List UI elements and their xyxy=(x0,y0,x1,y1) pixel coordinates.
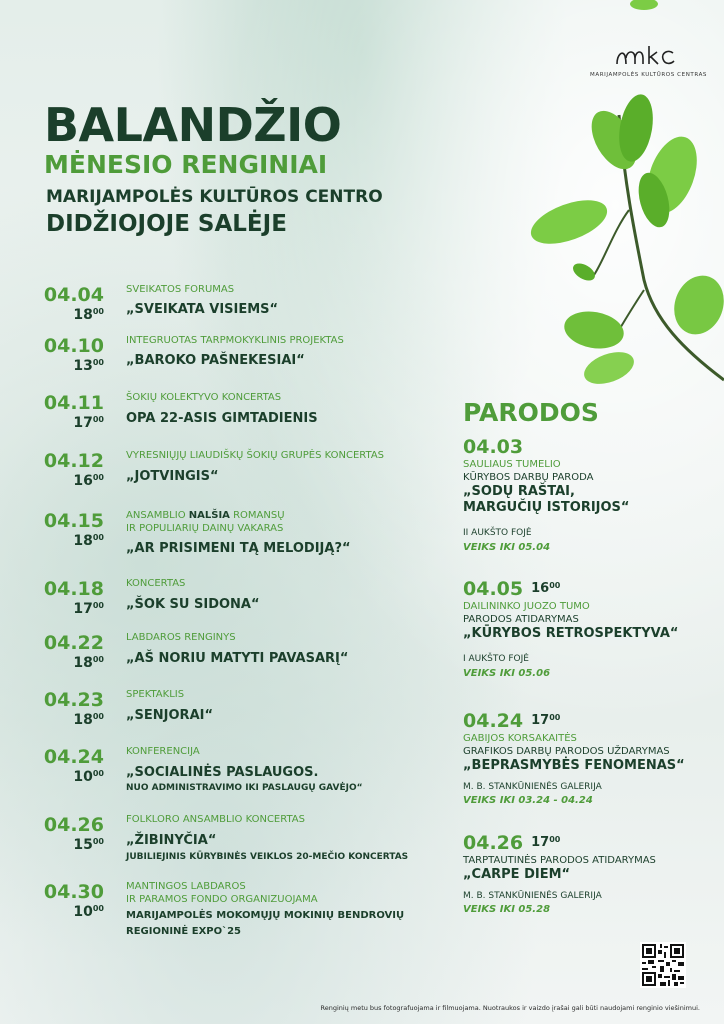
event-time: $16^{00}$ xyxy=(73,473,104,489)
exhibition-item xyxy=(463,436,713,553)
event-category-line2: IR POPULIARIŲ DAINŲ VAKARAS xyxy=(126,523,284,534)
exhibition-author: GABIJOS KORSAKAITĖS xyxy=(463,733,577,744)
event-title: „ŽIBINYČIA“ xyxy=(126,833,217,848)
exhibition-title: „SODŲ RAŠTAI, xyxy=(463,484,575,499)
event-category: ANSAMBLIO NALŠIA ROMANSŲ xyxy=(126,510,285,521)
event-date: 04.11 xyxy=(43,392,104,414)
event-time: $18^{00}$ xyxy=(73,655,104,671)
event-subtitle: NUO ADMINISTRAVIMO IKI PASLAUGŲ GAVĖJO“ xyxy=(126,783,363,793)
qr-code xyxy=(640,942,686,988)
exhibition-place: M. B. STANKŪNIENĖS GALERIJA xyxy=(463,891,602,901)
event-title: MARIJAMPOLĖS MOKOMŲJŲ MOKINIŲ BENDROVIŲ xyxy=(126,910,405,921)
event-category: SPEKTAKLIS xyxy=(126,689,185,700)
exhibition-date: 04.24 $17^{00}$ xyxy=(463,710,561,732)
event-date: 04.10 xyxy=(43,335,104,357)
event-title: „SOCIALINĖS PASLAUGOS. xyxy=(126,765,319,780)
event-subtitle: JUBILIEJINIS KŪRYBINĖS VEIKLOS 20-MEČIO KONCERTAS xyxy=(126,852,409,862)
event-date: 04.30 xyxy=(43,881,104,903)
event-title: OPA 22-ASIS GIMTADIENIS xyxy=(126,411,318,426)
venue-name: MARIJAMPOLĖS KULTŪROS CENTRO xyxy=(46,187,383,207)
event-category-line2: IR PARAMOS FONDO ORGANIZUOJAMA xyxy=(126,894,318,905)
event-time: $10^{00}$ xyxy=(73,769,104,785)
event-date: 04.24 xyxy=(43,746,104,768)
exhibition-author: SAULIAUS TUMELIO xyxy=(463,459,561,470)
event-time: $15^{00}$ xyxy=(73,837,104,853)
exhibition-kind: KŪRYBOS DARBŲ PARODA xyxy=(463,472,594,483)
event-category: MANTINGOS LABDAROS xyxy=(126,881,246,892)
event-date: 04.12 xyxy=(43,450,104,472)
event-title: „ŠOK SU SIDONA“ xyxy=(126,597,260,612)
exhibition-place: II AUKŠTO FOJĖ xyxy=(463,528,532,538)
exhibition-place: I AUKŠTO FOJĖ xyxy=(463,654,529,664)
event-title: „SVEIKATA VISIEMS“ xyxy=(126,302,279,317)
exhibition-place: M. B. STANKŪNIENĖS GALERIJA xyxy=(463,782,602,792)
event-title: „SENJORAI“ xyxy=(126,708,214,723)
event-category: SVEIKATOS FORUMAS xyxy=(126,284,235,295)
event-category: INTEGRUOTAS TARPMOKYKLINIS PROJEKTAS xyxy=(126,335,344,346)
exhibition-kind: PARODOS ATIDARYMAS xyxy=(463,614,579,625)
exhibition-until: VEIKS IKI 05.04 xyxy=(463,542,551,553)
event-title: „AR PRISIMENI TĄ MELODIJĄ?“ xyxy=(126,541,351,556)
event-time: $13^{00}$ xyxy=(73,358,104,374)
exhibition-date: 04.26 $17^{00}$ xyxy=(463,832,561,854)
event-date: 04.22 xyxy=(43,632,104,654)
venue-hall: DIDŽIOJOJE SALĖJE xyxy=(46,211,287,237)
page-title: BALANDŽIO xyxy=(44,98,342,152)
exhibition-author: DAILININKO JUOZO TUMO xyxy=(463,601,590,612)
event-category: LABDAROS RENGINYS xyxy=(126,632,236,643)
exhibition-kind: GRAFIKOS DARBŲ PARODOS UŽDARYMAS xyxy=(463,746,670,757)
event-date: 04.26 xyxy=(43,814,104,836)
event-date: 04.04 xyxy=(43,284,104,306)
exhibition-title: „BEPRASMYBĖS FENOMENAS“ xyxy=(463,758,685,773)
leaves-illustration xyxy=(524,0,724,400)
exhibition-until: VEIKS IKI 03.24 - 04.24 xyxy=(463,795,593,806)
event-title: „BAROKO PAŠNEKESIAI“ xyxy=(126,353,305,368)
event-category: VYRESNIŲJŲ LIAUDIŠKŲ ŠOKIŲ GRUPĖS KONCERTAS xyxy=(126,450,385,461)
event-time: $18^{00}$ xyxy=(73,712,104,728)
event-date: 04.15 xyxy=(43,510,104,532)
exhibition-title: „CARPE DIEM“ xyxy=(463,867,571,882)
event-date: 04.18 xyxy=(43,578,104,600)
exhibition-title: „KŪRYBOS RETROSPEKTYVA“ xyxy=(463,626,679,641)
event-time: $17^{00}$ xyxy=(73,601,104,617)
exhibition-title-line2: MARGUČIŲ ISTORIJOS“ xyxy=(463,500,630,515)
event-time: $17^{00}$ xyxy=(73,415,104,431)
exhibition-kind: TARPTAUTINĖS PARODOS ATIDARYMAS xyxy=(463,855,656,866)
exhibition-item xyxy=(463,832,713,915)
exhibition-until: VEIKS IKI 05.06 xyxy=(463,668,551,679)
event-category: ŠOKIŲ KOLEKTYVO KONCERTAS xyxy=(126,392,282,403)
event-time: $18^{00}$ xyxy=(73,307,104,323)
event-title: „JOTVINGIS“ xyxy=(126,469,219,484)
event-category: KONCERTAS xyxy=(126,578,186,589)
exhibition-item xyxy=(463,710,713,806)
event-date: 04.23 xyxy=(43,689,104,711)
event-subtitle: REGIONINĖ EXPO`25 xyxy=(126,926,242,937)
exhibition-date: 04.05 $16^{00}$ xyxy=(463,578,561,600)
exhibitions-heading: PARODOS xyxy=(463,398,599,427)
event-title: „AŠ NORIU MATYTI PAVASARĮ“ xyxy=(126,651,349,666)
logo-subtitle: MARIJAMPOLĖS KULTŪROS CENTRAS xyxy=(590,72,708,78)
event-category: FOLKLORO ANSAMBLIO KONCERTAS xyxy=(126,814,305,825)
exhibition-item xyxy=(463,578,713,679)
exhibition-until: VEIKS IKI 05.28 xyxy=(463,904,551,915)
footer-note: Renginių metu bus fotografuojama ir filmuojama. Nuotraukos ir vaizdo įrašai gali būti naudojami renginio viešinimui. xyxy=(320,1004,700,1012)
exhibition-date: 04.03 xyxy=(463,436,524,458)
event-time: $10^{00}$ xyxy=(73,904,104,920)
event-time: $18^{00}$ xyxy=(73,533,104,549)
event-category: KONFERENCIJA xyxy=(126,746,200,757)
page-subtitle: MĖNESIO RENGINIAI xyxy=(44,150,328,179)
